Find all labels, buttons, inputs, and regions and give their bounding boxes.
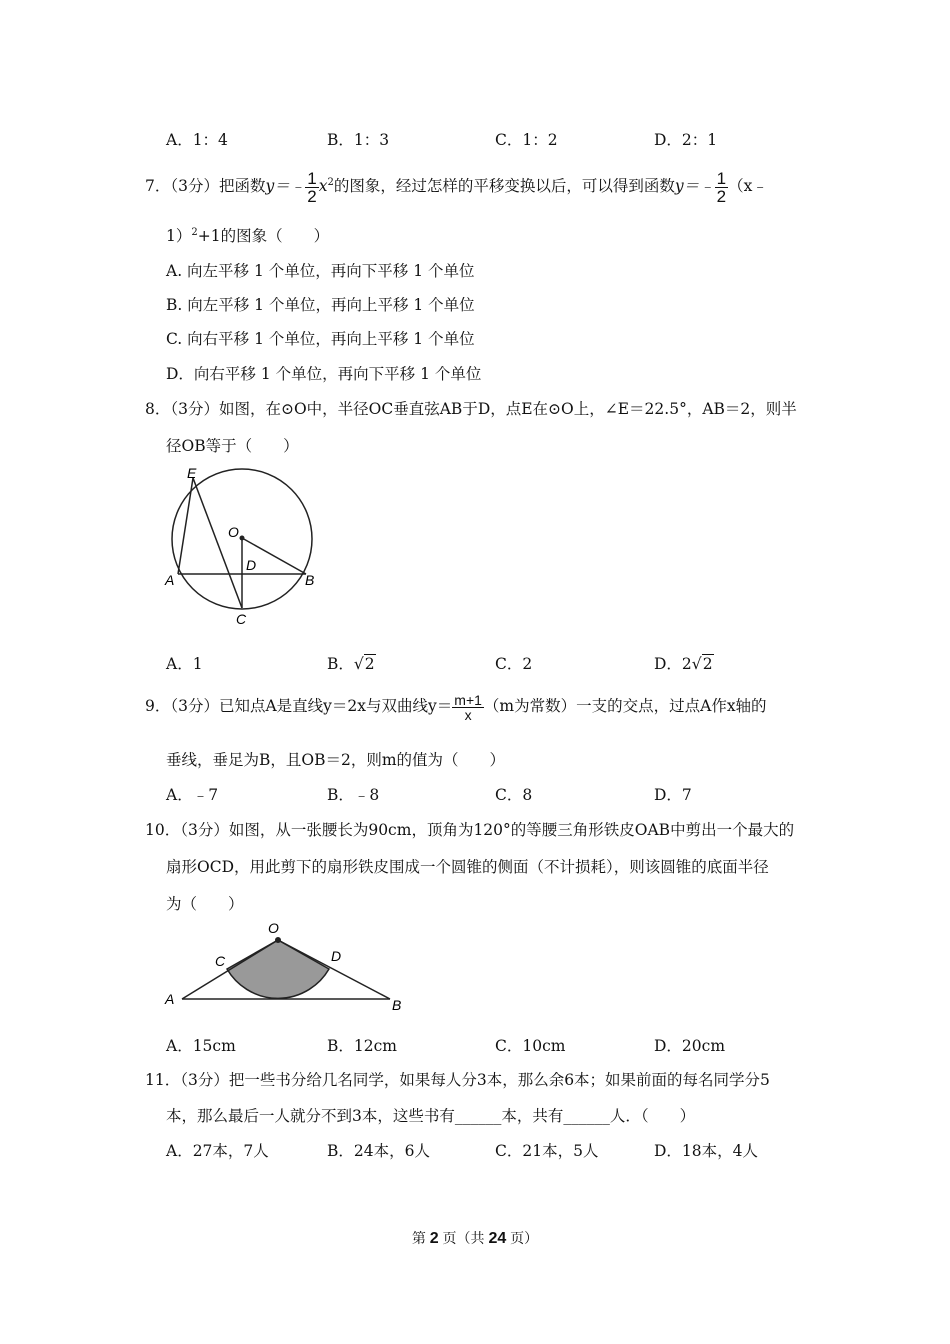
q11-stem-line2: 本，那么最后一人就分不到3本，这些书有______本，共有______人．（ ） — [166, 1107, 696, 1125]
q8-label-C: C — [236, 611, 247, 627]
q8-option-a: A．1 — [166, 655, 203, 673]
q10-label-C: C — [215, 953, 226, 969]
q6-option-d: D．2：1 — [654, 131, 718, 149]
q6-option-c: C．1：2 — [495, 131, 558, 149]
q9-stem-line1: 9．（3分）已知点A是直线y＝2x与双曲线y＝ $\frac{m+1}{x}$ （m为常数）一支的交点，过点A作x轴的 — [145, 691, 767, 723]
q8-option-d: D．2√2 — [654, 655, 713, 673]
q7-option-c: C. 向右平移 1 个单位，再向上平移 1 个单位 — [166, 330, 475, 348]
q7-fraction-2: $\frac{1}{2}$ — [716, 168, 727, 206]
q7-y-eq: y＝﹣ — [265, 177, 306, 196]
q10-label-O: O — [268, 920, 279, 936]
q8-label-O: O — [228, 524, 239, 540]
q8-stem-line1: 8．（3分）如图，在⊙O中，半径OC垂直弦AB于D，点E在⊙O上，∠E＝22.5°，AB＝2，则半 — [145, 400, 797, 418]
q7-x: x — [318, 177, 328, 196]
q7-stem-line1 — [145, 164, 768, 205]
q9-option-a: A．﹣7 — [166, 786, 219, 804]
q10-option-d: D．20cm — [654, 1037, 726, 1055]
q8-option-b: B．√2 — [327, 655, 375, 673]
q8-label-D: D — [246, 557, 257, 573]
q7-option-d: D．向右平移 1 个单位，再向下平移 1 个单位 — [166, 365, 482, 383]
q9-option-c: C．8 — [495, 786, 533, 804]
page-footer: 第 2 页（共 24 页） — [411, 1230, 539, 1247]
q10-stem-line3: 为（ ） — [166, 895, 244, 913]
q10-sector-figure — [160, 918, 410, 1013]
q9-stem-line2: 垂线，垂足为B，且OB＝2，则m的值为（ ） — [166, 751, 506, 769]
page-number: 2 — [429, 1230, 439, 1247]
q6-option-b: B．1：3 — [327, 131, 390, 149]
q7-option-b: B. 向左平移 1 个单位，再向上平移 1 个单位 — [166, 296, 475, 314]
q8-label-E: E — [187, 465, 197, 481]
q7-text-mid: 的图象，经过怎样的平移变换以后，可以得到函数 — [333, 177, 675, 196]
q10-stem-line1: 10．（3分）如图，从一张腰长为90cm，顶角为120°的等腰三角形铁皮OAB中剪出一个最大的 — [145, 821, 795, 839]
q11-option-a: A．27本，7人 — [166, 1142, 269, 1160]
q8-stem-line2: 径OB等于（ ） — [166, 437, 299, 455]
q7-score: （3分）把函数 — [170, 177, 266, 196]
q8-option-c: C．2 — [495, 655, 533, 673]
q11-option-d: D．18本，4人 — [654, 1142, 759, 1160]
q9-option-b: B．﹣8 — [327, 786, 380, 804]
q11-stem-line1: 11．（3分）把一些书分给几名同学，如果每人分3本，那么余6本；如果前面的每名同学分5 — [145, 1071, 770, 1089]
q9-option-d: D．7 — [654, 786, 692, 804]
q9-fraction: $\frac{m+1}{x}$ — [454, 691, 482, 723]
q10-option-b: B．12cm — [327, 1037, 397, 1055]
q7-paren: （x﹣ — [728, 177, 768, 196]
q10-label-D: D — [331, 948, 342, 964]
q7-sup: 2 — [327, 177, 334, 188]
q10-option-a: A．15cm — [166, 1037, 236, 1055]
q7-y-eq2: y＝﹣ — [674, 177, 715, 196]
q8-label-A: A — [165, 572, 175, 588]
q8-label-B: B — [305, 572, 315, 588]
q10-stem-line2: 扇形OCD，用此剪下的扇形铁皮围成一个圆锥的侧面（不计损耗），则该圆锥的底面半径 — [166, 858, 769, 876]
q10-label-B: B — [392, 997, 402, 1013]
q10-label-A: A — [165, 991, 175, 1007]
q7-fraction-1: $\frac{1}{2}$ — [307, 168, 317, 206]
q7-number: 7． — [145, 177, 171, 196]
q7-option-a: A. 向左平移 1 个单位，再向下平移 1 个单位 — [166, 262, 475, 280]
q11-option-b: B．24本，6人 — [327, 1142, 430, 1160]
q10-option-c: C．10cm — [495, 1037, 566, 1055]
page-total: 24 — [488, 1230, 507, 1247]
q8-circle-figure — [158, 462, 328, 632]
q6-option-a: A．1：4 — [166, 131, 228, 149]
q11-option-c: C．21本，5人 — [495, 1142, 599, 1160]
q7-stem-line2: 1）$^2$+1的图象（ ） — [166, 226, 330, 245]
